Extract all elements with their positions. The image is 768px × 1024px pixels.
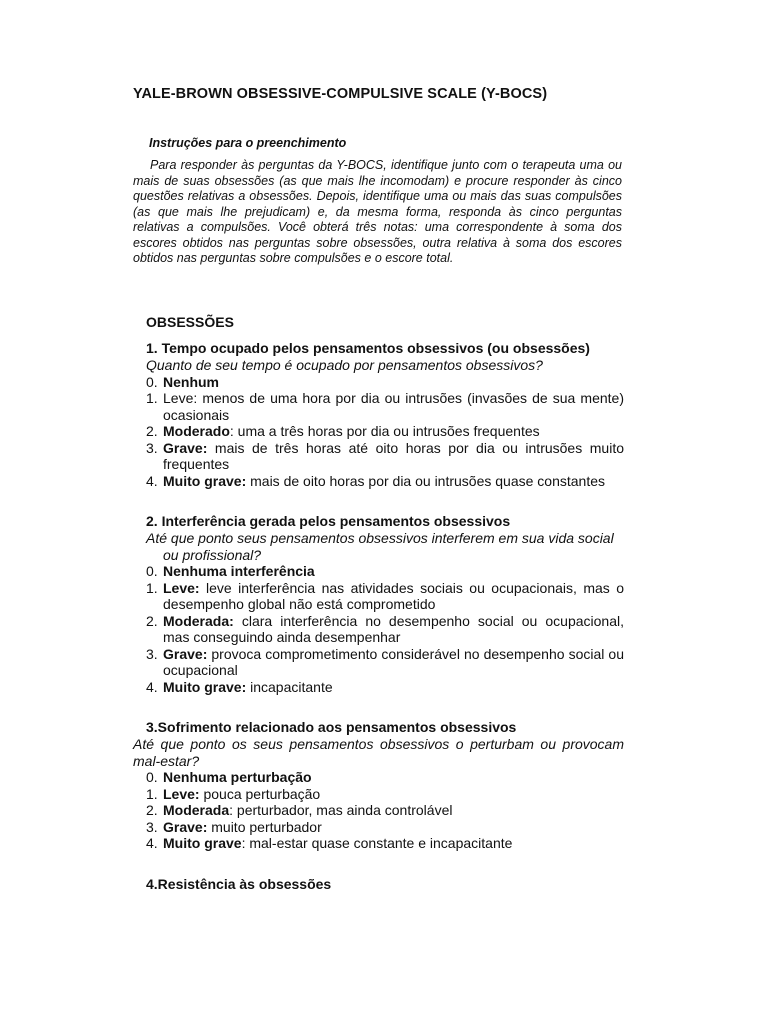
option-label: Grave: <box>163 645 208 662</box>
option-0 <box>146 769 624 786</box>
option-description: provoca comprometimento considerável no desempenho social ou ocupacional <box>163 645 624 678</box>
option-label: Leve: <box>163 785 200 802</box>
option-number: 2. <box>146 612 158 629</box>
instructions-paragraph: Para responder às perguntas da Y-BOCS, identifique junto com o terapeuta uma ou mais de suas obsessões (as que mais lhe incomodam) e procure responder às cinco questões relativas a obsessões. Depois, identifique uma ou mais das suas compulsões (as que mais lhe prejudicam) e, da mesma forma, responda às cinco perguntas relativas a compulsões. Você obterá três notas: uma correspondente à soma dos escores obtidos nas perguntas sobre obsessões, outra relativa à soma dos escores obtidos nas perguntas sobre compulsões e o escore total. <box>133 158 622 265</box>
option-2 <box>146 802 624 819</box>
option-number: 3. <box>146 818 158 835</box>
option-number: 0. <box>146 373 158 390</box>
question-title: 3.Sofrimento relacionado aos pensamentos obsessivos <box>146 719 517 735</box>
option-description: clara interferência no desempenho social ou ocupacional, mas conseguindo ainda desempenhar <box>163 612 624 645</box>
option-description: : mal-estar quase constante e incapacitante <box>241 835 513 851</box>
option-1 <box>146 390 624 423</box>
question-title: 2. Interferência gerada pelos pensamentos obsessivos <box>146 513 511 529</box>
option-label: Nenhuma perturbação <box>163 769 312 785</box>
document-title: YALE-BROWN OBSESSIVE-COMPULSIVE SCALE (Y-BOCS) <box>133 86 548 102</box>
option-1 <box>146 580 624 613</box>
option-list <box>146 374 624 490</box>
option-0 <box>146 563 624 580</box>
option-description: : uma a três horas por dia ou intrusões frequentes <box>229 423 540 439</box>
option-4 <box>146 835 624 852</box>
option-number: 4. <box>146 678 158 695</box>
option-label: Nenhuma interferência <box>163 563 315 579</box>
option-description: incapacitante <box>246 678 333 695</box>
option-number: 0. <box>146 769 158 785</box>
option-number: 2. <box>146 423 158 439</box>
option-label: Nenhum <box>163 373 219 390</box>
option-label: Grave: <box>163 818 208 835</box>
option-0 <box>146 374 624 391</box>
option-number: 4. <box>146 835 158 851</box>
option-label: Muito grave: <box>163 472 247 489</box>
option-2 <box>146 423 624 440</box>
option-3 <box>146 440 624 473</box>
option-label: Leve: <box>163 579 200 596</box>
option-description: pouca perturbação <box>199 785 321 802</box>
option-number: 1. <box>146 785 158 802</box>
option-label: Moderada: <box>163 612 234 629</box>
question-title: 4.Resistência às obsessões <box>146 875 332 892</box>
question-2 <box>146 513 624 695</box>
option-list <box>146 769 624 852</box>
question-title: 1. Tempo ocupado pelos pensamentos obsessivos (ou obsessões) <box>146 340 590 356</box>
option-description: mais de três horas até oito horas por dia ou intrusões muito frequentes <box>163 439 624 472</box>
option-number: 4. <box>146 472 158 489</box>
question-subtitle-continuation: ou profissional? <box>163 546 262 563</box>
option-description: muito perturbador <box>207 818 322 835</box>
option-label: Moderado <box>163 423 230 439</box>
option-description: Leve: menos de uma hora por dia ou intrusões (invasões de sua mente) ocasionais <box>163 390 624 423</box>
question-3 <box>133 719 624 852</box>
option-number: 1. <box>146 579 158 596</box>
question-1 <box>146 340 624 489</box>
option-label: Grave: <box>163 439 208 456</box>
question-subtitle-text: Até que ponto seus pensamentos obsessivos interferem em sua vida social <box>146 530 614 546</box>
question-subtitle <box>146 530 624 563</box>
obsessions-section <box>133 314 624 893</box>
question-4 <box>146 876 624 893</box>
option-1 <box>146 786 624 803</box>
option-2 <box>146 613 624 646</box>
option-3 <box>146 646 624 679</box>
option-description: mais de oito horas por dia ou intrusões quase constantes <box>246 472 606 489</box>
option-4 <box>146 679 624 696</box>
option-3 <box>146 819 624 836</box>
option-number: 3. <box>146 645 158 662</box>
option-description: : perturbador, mas ainda controlável <box>229 802 453 818</box>
option-number: 0. <box>146 563 158 579</box>
option-number: 3. <box>146 439 158 456</box>
option-description: leve interferência nas atividades sociais ou ocupacionais, mas o desempenho global não está comprometido <box>163 579 624 612</box>
section-title: OBSESSÕES <box>146 314 234 330</box>
option-number: 1. <box>146 390 158 406</box>
option-list <box>146 563 624 695</box>
option-number: 2. <box>146 802 158 818</box>
question-subtitle: Quanto de seu tempo é ocupado por pensamentos obsessivos? <box>146 357 543 373</box>
question-subtitle: Até que ponto os seus pensamentos obsessivos o perturbam ou provocam mal-estar? <box>133 736 624 769</box>
instructions-heading: Instruções para o preenchimento <box>149 136 347 150</box>
option-4 <box>146 473 624 490</box>
option-label: Moderada <box>163 802 230 818</box>
option-label: Muito grave <box>163 835 242 851</box>
option-label: Muito grave: <box>163 678 247 695</box>
